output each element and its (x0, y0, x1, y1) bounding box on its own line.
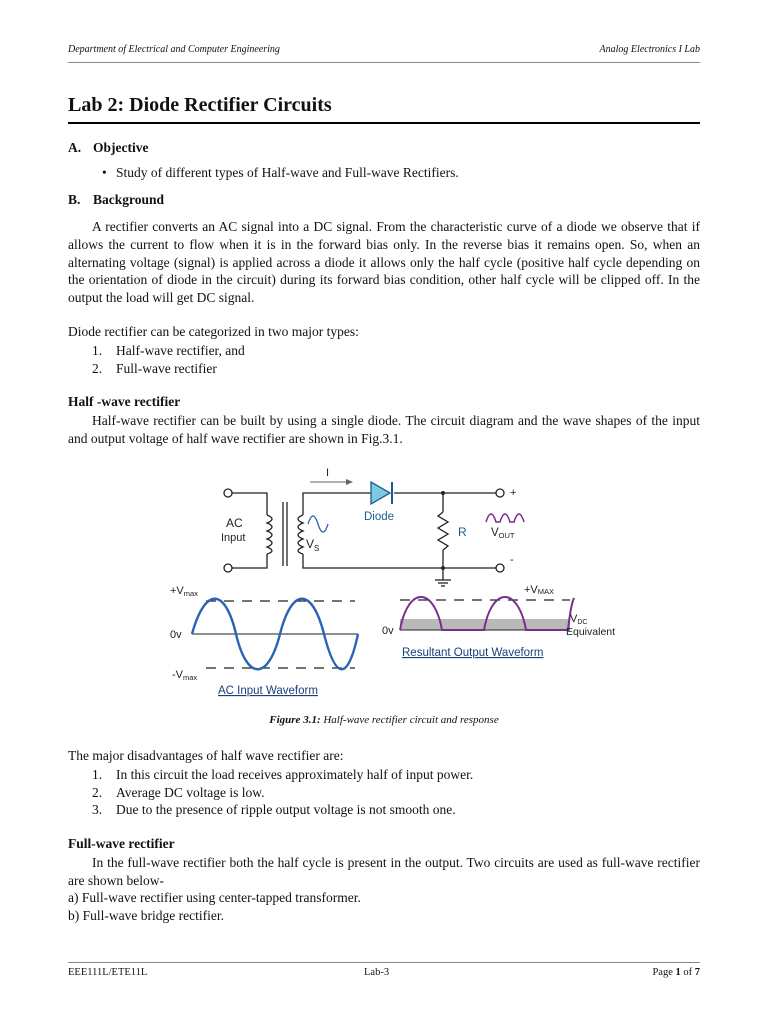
caption-label: Figure 3.1: (269, 714, 321, 726)
output-terminal-top (496, 489, 504, 497)
vout-wave-icon (486, 514, 524, 522)
secondary-wire-top (303, 493, 371, 515)
objective-bullet (102, 165, 459, 181)
vmax-neg-label (172, 669, 197, 682)
list-number: 1. (92, 343, 103, 358)
half-wave-heading: Half -wave rectifier (68, 394, 181, 409)
list-number: 1. (92, 767, 103, 782)
current-arrow-icon (346, 479, 353, 485)
diode-symbol (371, 482, 390, 504)
vmax-neg-sub: max (183, 673, 198, 682)
ac-zero-label: 0v (170, 629, 182, 641)
disadvantages-list (92, 766, 473, 819)
list-number: 2. (92, 784, 103, 800)
section-a-title: Objective (93, 140, 149, 155)
title-rule (68, 122, 700, 124)
footer-rule (68, 962, 700, 963)
vs-sine-icon (308, 516, 328, 532)
section-b-title: Background (93, 192, 165, 207)
vout-label (491, 527, 515, 540)
output-minus-label: - (510, 554, 514, 566)
footer-course-code: EEE111L/ETE11L (68, 967, 148, 978)
vdc-sub: DC (577, 619, 588, 626)
secondary-coil (298, 515, 303, 554)
page-current: 1 (675, 967, 681, 978)
bullet-dot: • (102, 165, 107, 180)
half-wave-paragraph: Half-wave rectifier can be built by using a single diode. The circuit diagram and the wave shapes of the input and output voltage of half wave rectifier are shown in Fig.3.1. (68, 413, 700, 446)
categories-intro: Diode rectifier can be categorized in two major types: (68, 324, 359, 339)
vmax-pos-main: +V (170, 585, 184, 597)
output-plus-label: + (510, 487, 517, 499)
list-item (92, 342, 245, 360)
figure-caption (0, 714, 768, 726)
list-text: Full-wave rectifier (116, 360, 217, 376)
out-vmax-sub: MAX (537, 587, 555, 596)
header-department: Department of Electrical and Computer Engineering (68, 44, 280, 55)
background-paragraph: A rectifier converts an AC signal into a DC signal. From the characteristic curve of a diode we observe that if allows the current to flow when it is in the forward bias only. In the reverse bias it remains open. So, when an alternating voltage (signal) is applied across a diode it allows only the half cycle (positive half cycle depending on the orientation of diode in the circuit) during its forward bias condition, other half cycle will be clipped off. In the output the load will get DC signal. (68, 219, 700, 306)
list-item (92, 801, 473, 819)
page-total: 7 (694, 967, 700, 978)
primary-wire-bottom (232, 554, 267, 568)
section-objective-heading (68, 140, 148, 156)
output-terminal-bottom (496, 564, 504, 572)
list-text: In this circuit the load receives approximately half of input power. (116, 767, 474, 782)
input-terminal-bottom (224, 564, 232, 572)
primary-wire-top (232, 493, 267, 515)
footer-lab-number: Lab-3 (364, 967, 390, 978)
list-number: 3. (92, 802, 103, 817)
disadvantages-intro: The major disadvantages of half wave rectifier are: (68, 748, 344, 763)
bottom-rail-wire (303, 554, 496, 568)
list-item (92, 784, 473, 802)
header-rule (68, 62, 700, 63)
full-wave-heading: Full-wave rectifier (68, 836, 175, 851)
equivalent-label: Equivalent (566, 626, 616, 638)
vmax-pos-label (170, 585, 198, 598)
ac-label: AC (226, 516, 243, 530)
vs-label (306, 537, 319, 553)
half-wave-figure (150, 462, 630, 702)
list-text: Half-wave rectifier, and (116, 343, 245, 358)
vout-main: V (491, 527, 499, 539)
section-b-number: B. (68, 192, 81, 207)
load-resistor (438, 512, 448, 550)
full-wave-item-a: a) Full-wave rectifier using center-tapped transformer. (68, 890, 361, 905)
input-terminal-top (224, 489, 232, 497)
junction-dot-top (441, 491, 445, 495)
junction-dot-bottom (441, 566, 445, 570)
vs-subscript: S (314, 544, 320, 553)
input-label: Input (221, 532, 246, 544)
vdc-main: V (570, 613, 578, 625)
diode-label: Diode (364, 511, 395, 523)
section-background-heading (68, 192, 164, 208)
list-item (92, 360, 245, 378)
out-zero-label: 0v (382, 625, 394, 637)
header-course: Analog Electronics I Lab (599, 44, 700, 55)
section-a-number: A. (68, 140, 82, 155)
list-text: Due to the presence of ripple output voltage is not smooth one. (116, 802, 456, 817)
list-number: 2. (92, 360, 103, 376)
out-vmax-main: +V (524, 584, 538, 596)
page-of: of (680, 967, 695, 978)
vmax-neg-main: -V (172, 669, 183, 681)
ac-input-waveform-label: AC Input Waveform (218, 685, 318, 697)
footer-page-number (652, 967, 700, 978)
current-label: I (326, 467, 330, 479)
page-title: Lab 2: Diode Rectifier Circuits (68, 94, 332, 116)
out-vmax-label (524, 584, 554, 596)
list-text: Average DC voltage is low. (116, 784, 265, 800)
primary-coil (267, 515, 272, 554)
full-wave-item-b: b) Full-wave bridge rectifier. (68, 908, 224, 923)
vs-main: V (306, 537, 315, 551)
vdc-label (570, 613, 587, 626)
objective-text: Study of different types of Half-wave and Full-wave Rectifiers. (116, 165, 459, 180)
vout-subscript: OUT (498, 531, 515, 540)
caption-text: Half-wave rectifier circuit and response (320, 714, 499, 726)
vmax-pos-sub: max (183, 589, 198, 598)
full-wave-paragraph: In the full-wave rectifier both the half cycle is present in the output. Two circuits are used as full-wave rectifier are shown below- (68, 855, 700, 888)
page-prefix: Page (652, 967, 676, 978)
list-item (92, 766, 473, 784)
output-waveform-label: Resultant Output Waveform (402, 647, 544, 659)
resistor-label: R (458, 525, 467, 539)
categories-list (92, 342, 245, 377)
